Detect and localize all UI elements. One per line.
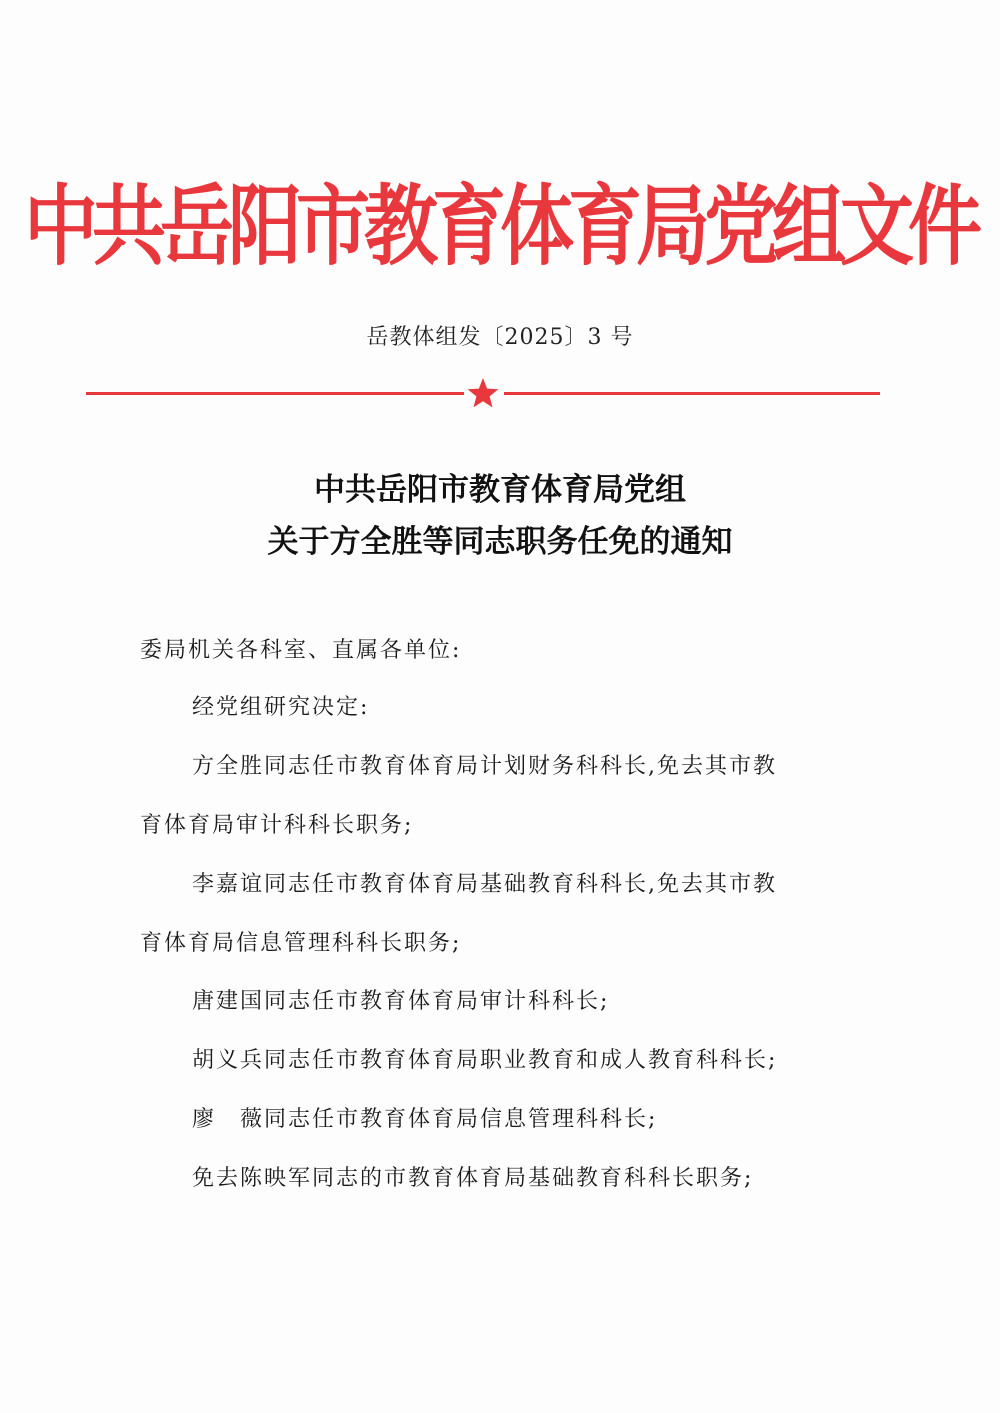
- document-number: 岳教体组发〔2025〕3 号: [366, 325, 634, 350]
- body-line: 育体育局信息管理科科长职务;: [140, 931, 462, 956]
- document-title-line-1: 中共岳阳市教育体育局党组: [314, 472, 686, 508]
- body-line: 育体育局审计科科长职务;: [140, 813, 414, 838]
- header-rule-right: [504, 392, 880, 395]
- body-line: 免去陈映军同志的市教育体育局基础教育科科长职务;: [192, 1166, 754, 1191]
- header-rule-left: [86, 392, 464, 395]
- document-header: 中共岳阳市教育体育局党组文件: [24, 176, 976, 278]
- body-line: 李嘉谊同志任市教育体育局基础教育科科长,免去其市教: [192, 872, 777, 897]
- body-line: 唐建国同志任市教育体育局审计科科长;: [192, 989, 610, 1014]
- star-icon: [466, 376, 500, 410]
- body-line: 廖 薇同志任市教育体育局信息管理科科长;: [192, 1107, 658, 1132]
- body-line: 胡义兵同志任市教育体育局职业教育和成人教育科科长;: [192, 1048, 778, 1073]
- body-line: 经党组研究决定:: [192, 695, 370, 720]
- body-line: 方全胜同志任市教育体育局计划财务科科长,免去其市教: [192, 754, 777, 779]
- document-title-line-2: 关于方全胜等同志职务任免的通知: [267, 524, 733, 560]
- salutation: 委局机关各科室、直属各单位:: [140, 638, 462, 663]
